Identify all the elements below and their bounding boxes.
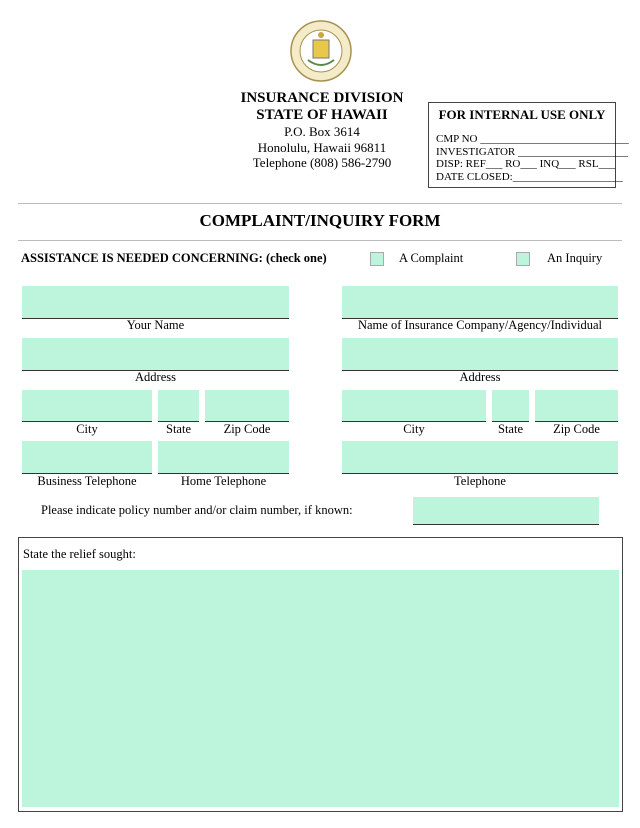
divider [18, 203, 622, 204]
relief-label: State the relief sought: [23, 547, 136, 561]
header-division: INSURANCE DIVISION [240, 90, 404, 106]
policy-label: Please indicate policy number and/or claim number, if known: [41, 503, 353, 517]
your-state-input[interactable] [158, 390, 199, 422]
internal-use-box [428, 102, 629, 188]
relief-box [18, 537, 623, 812]
company-address-label: Address [459, 370, 501, 384]
disposition: DISP: REF___ RO___ INQ___ RSL___ [436, 158, 616, 170]
date-closed: DATE CLOSED:____________________ [436, 170, 623, 183]
your-address-label: Address [135, 370, 176, 384]
home-telephone-input[interactable] [158, 441, 289, 474]
company-telephone-label: Telephone [454, 474, 506, 488]
company-name-input[interactable] [342, 286, 618, 319]
inquiry-checkbox[interactable] [516, 252, 530, 266]
company-city-input[interactable] [342, 390, 486, 422]
header-city: Honolulu, Hawaii 96811 [257, 140, 387, 155]
company-telephone-input[interactable] [342, 441, 618, 474]
business-telephone-label: Business Telephone [37, 474, 137, 488]
your-zip-input[interactable] [205, 390, 289, 422]
company-zip-label: Zip Code [553, 422, 600, 436]
your-city-label: City [76, 422, 98, 436]
company-state-input[interactable] [492, 390, 529, 422]
your-name-label: Your Name [126, 318, 185, 332]
form-title: COMPLAINT/INQUIRY FORM [199, 211, 441, 230]
your-city-input[interactable] [22, 390, 152, 422]
divider [18, 240, 622, 241]
internal-title: FOR INTERNAL USE ONLY [438, 107, 606, 122]
header-state: STATE OF HAWAII [256, 107, 388, 123]
your-address-input[interactable] [22, 338, 289, 371]
company-address-input[interactable] [342, 338, 618, 371]
relief-sought-textarea[interactable] [22, 570, 619, 807]
home-telephone-label: Home Telephone [180, 474, 267, 488]
complaint-label: A Complaint [399, 251, 464, 265]
header-telephone: Telephone (808) 586-2790 [252, 155, 392, 170]
state-seal-logo [290, 20, 352, 82]
assistance-label: ASSISTANCE IS NEEDED CONCERNING: (check one) [21, 251, 327, 265]
your-state-label: State [166, 422, 191, 436]
header-pobox: P.O. Box 3614 [284, 124, 360, 139]
company-state-label: State [498, 422, 523, 436]
inquiry-label: An Inquiry [547, 251, 603, 265]
company-city-label: City [403, 422, 425, 436]
your-name-input[interactable] [22, 286, 289, 319]
company-zip-input[interactable] [535, 390, 618, 422]
company-name-label: Name of Insurance Company/Agency/Individual [357, 318, 603, 332]
business-telephone-input[interactable] [22, 441, 152, 474]
policy-number-input[interactable] [413, 497, 599, 525]
investigator: INVESTIGATOR ____________________ [436, 145, 628, 158]
complaint-checkbox[interactable] [370, 252, 384, 266]
your-zip-label: Zip Code [223, 422, 271, 436]
cmp-no: CMP NO ___________________________ [436, 133, 629, 145]
